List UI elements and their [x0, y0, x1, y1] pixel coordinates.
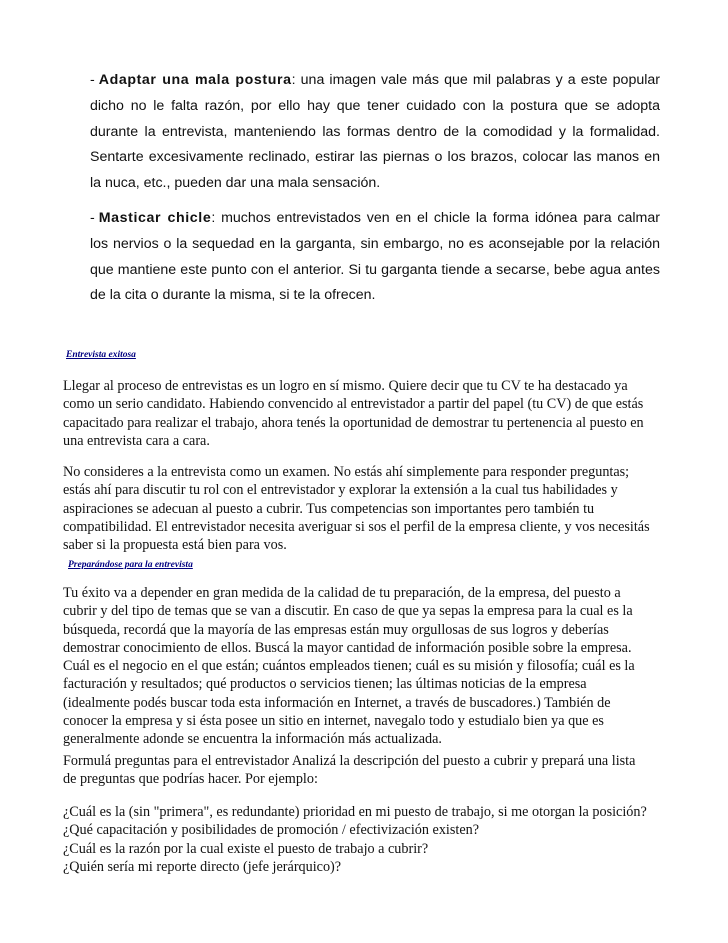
paragraph-line: cubrir y del tipo de temas que se van a discutir. En caso de que ya sepas la empresa para la cual es la — [63, 603, 633, 620]
paragraph-line: compatibilidad. El entrevistador necesita averiguar si sos el perfil de la empresa cliente, y vos necesitás — [63, 518, 650, 535]
paragraph-line — [90, 68, 660, 94]
paragraph-line: durante la entrevista, manteniendo las formas dentro de la comodidad y la formalidad. — [90, 123, 660, 140]
paragraph-line: generalmente adonde se encuentra la información más actualizada. — [63, 731, 442, 748]
paragraph-line: No consideres a la entrevista como un examen. No estás ahí simplemente para responder preguntas; — [63, 464, 630, 480]
paragraph-line: estás ahí para discutir tu rol con el entrevistador y explorar la extensión a la cual tus habilidades y — [63, 482, 618, 499]
paragraph-line: los nervios o la sequedad en la garganta, sin embargo, no es aconsejable por la relación — [90, 235, 660, 252]
paragraph-line: (idealmente podés buscar toda esta información en Internet, a través de buscadores.) También de — [63, 694, 611, 711]
line-text: : una imagen vale más que mil palabras y a este popular — [291, 72, 660, 88]
paragraph-line: Cuál es el negocio en el que están; cuántos empleados tienen; cuál es su misión y filosofía; cuál es la — [63, 658, 635, 675]
paragraph-formula-preguntas — [63, 752, 663, 789]
bullet-dash: - — [90, 210, 95, 226]
paragraph-line: aspiraciones se adecuan al puesto a cubrir. Tus competencias son importantes pero también tu — [63, 500, 595, 517]
question-item: ¿Quién sería mi reporte directo (jefe jerárquico)? — [63, 858, 342, 875]
question-item: ¿Cuál es la (sin "primera", es redundante) prioridad en mi puesto de trabajo, si me otorgan la posición? — [63, 804, 647, 820]
paragraph-line: conocer la empresa y si ésta posee un sitio en internet, navegalo todo y estudialo bien ya que es — [63, 713, 604, 730]
paragraph-llegar-al-proceso — [63, 377, 663, 450]
paragraph-line: que mantiene este punto con el anterior. Si tu garganta tiende a secarse, bebe agua antes — [90, 261, 660, 278]
item-title: Adaptar una mala postura — [98, 72, 292, 88]
paragraph-line: de la cita o durante la misma, si te la ofrecen. — [90, 287, 376, 304]
paragraph-line — [90, 206, 660, 232]
paragraph-tu-exito — [63, 584, 663, 749]
paragraph-line: Sentarte excesivamente reclinado, estirar las piernas o los brazos, colocar las manos en — [90, 149, 660, 166]
paragraph-line: saber si la propuesta está bien para vos. — [63, 537, 287, 554]
bullet-dash: - — [90, 72, 95, 88]
paragraph-line: Llegar al proceso de entrevistas es un logro en sí mismo. Quiere decir que tu CV te ha destacado ya — [63, 378, 628, 394]
paragraph-line: Tu éxito va a depender en gran medida de la calidad de tu preparación, de la empresa, del puesto a — [63, 585, 621, 601]
paragraph-line: capacitado para realizar el trabajo, ahora tenés la oportunidad de demostrar tu pertenencia al puesto en — [63, 414, 644, 431]
item-title: Masticar chicle — [98, 210, 212, 226]
paragraph-no-consideres — [63, 463, 663, 554]
paragraph-mala-postura — [90, 68, 660, 197]
paragraph-line: demostrar conocimiento de ellos. Buscá la mayor cantidad de información posible sobre la empresa. — [63, 639, 632, 656]
paragraph-masticar-chicle — [90, 206, 660, 309]
paragraph-line: de preguntas que podrías hacer. Por ejemplo: — [63, 771, 318, 788]
link-entrevista-exitosa[interactable]: Entrevista exitosa — [66, 350, 136, 360]
paragraph-line: la nuca, etc., pueden dar una mala sensación. — [90, 175, 381, 192]
paragraph-line: como un serio candidato. Habiendo convencido al entrevistador a partir del papel (tu CV) de que estás — [63, 396, 644, 413]
question-item: ¿Cuál es la razón por la cual existe el puesto de trabajo a cubrir? — [63, 840, 429, 857]
paragraph-line: dicho no le falta razón, por ello hay que tener cuidado con la postura que se adopta — [90, 97, 660, 114]
paragraph-line: facturación y resultados; qué productos o servicios tienen; las últimas noticias de la empresa — [63, 676, 587, 693]
question-item: ¿Qué capacitación y posibilidades de promoción / efectivización existen? — [63, 822, 480, 839]
line-text: : muchos entrevistados ven en el chicle la forma idónea para calmar — [211, 210, 660, 226]
paragraph-line: búsqueda, recordá que la mayoría de las empresas están muy orgullosas de sus logros y deberías — [63, 621, 609, 638]
question-list — [63, 803, 663, 876]
paragraph-line: Formulá preguntas para el entrevistador Analizá la descripción del puesto a cubrir y prepará una lista — [63, 753, 636, 769]
link-preparandose[interactable]: Preparándose para la entrevista — [68, 560, 193, 570]
paragraph-line: una entrevista cara a cara. — [63, 432, 210, 449]
